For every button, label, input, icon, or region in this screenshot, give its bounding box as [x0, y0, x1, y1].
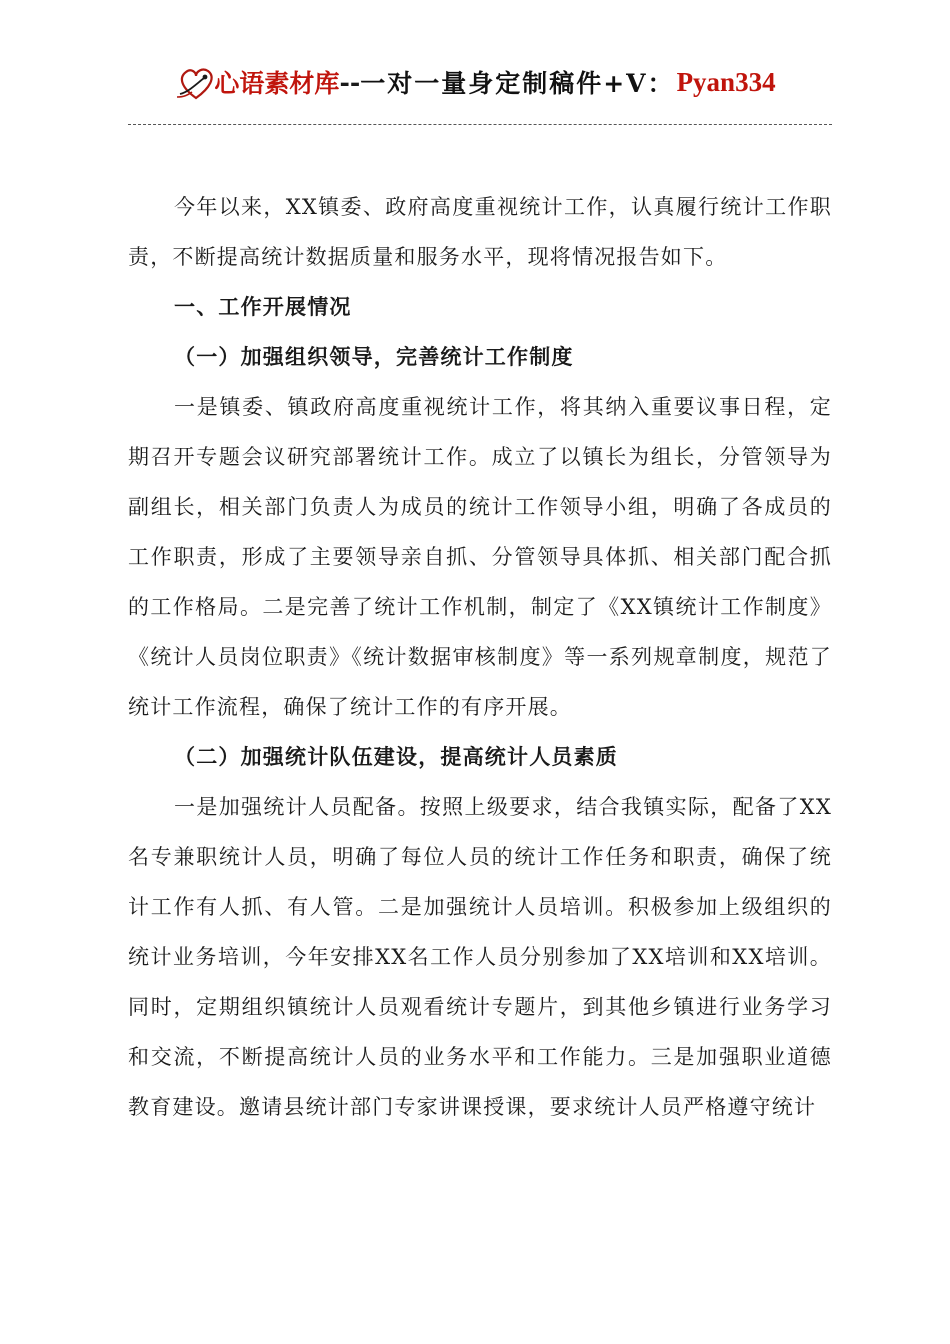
header-divider [128, 124, 832, 125]
subsection-heading-2: （二）加强统计队伍建设，提高统计人员素质 [174, 745, 618, 769]
subsection-heading-1: （一）加强组织领导，完善统计工作制度 [174, 345, 574, 369]
document-body [128, 182, 832, 1132]
header-wechat-id: Pyan334 [676, 66, 776, 97]
page-header [0, 60, 950, 104]
heart-swirl-logo-icon [174, 64, 218, 104]
header-service-text: 一对一量身定制稿件+V： [360, 69, 675, 98]
subsection-2-paragraph: 一是加强统计人员配备。按照上级要求，结合我镇实际，配备了XX名专兼职统计人员，明确了每位人员的统计工作任务和职责，确保了统计工作有人抓、有人管。二是加强统计人员培训。积极参加上级组织的统计业务培训，今年安排XX名工作人员分别参加了XX培训和XX培训。同时，定期组织镇统计人员观看统计专题片，到其他乡镇进行业务学习和交流，不断提高统计人员的业务水平和工作能力。三是加强职业道德教育建设。邀请县统计部门专家讲课授课，要求统计人员严格遵守统计 [128, 795, 832, 1119]
header-brand: 心语素材库 [214, 69, 340, 98]
subsection-1-paragraph: 一是镇委、镇政府高度重视统计工作，将其纳入重要议事日程，定期召开专题会议研究部署统计工作。成立了以镇长为组长，分管领导为副组长，相关部门负责人为成员的统计工作领导小组，明确了各成员的工作职责，形成了主要领导亲自抓、分管领导具体抓、相关部门配合抓的工作格局。二是完善了统计工作机制，制定了《XX镇统计工作制度》《统计人员岗位职责》《统计数据审核制度》等一系列规章制度，规范了统计工作流程，确保了统计工作的有序开展。 [128, 395, 832, 719]
header-inner [174, 60, 775, 104]
intro-paragraph: 今年以来，XX镇委、政府高度重视统计工作，认真履行统计工作职责，不断提高统计数据质量和服务水平，现将情况报告如下。 [128, 195, 832, 269]
section-heading-1: 一、工作开展情况 [174, 295, 352, 319]
header-separator: -- [339, 67, 361, 97]
